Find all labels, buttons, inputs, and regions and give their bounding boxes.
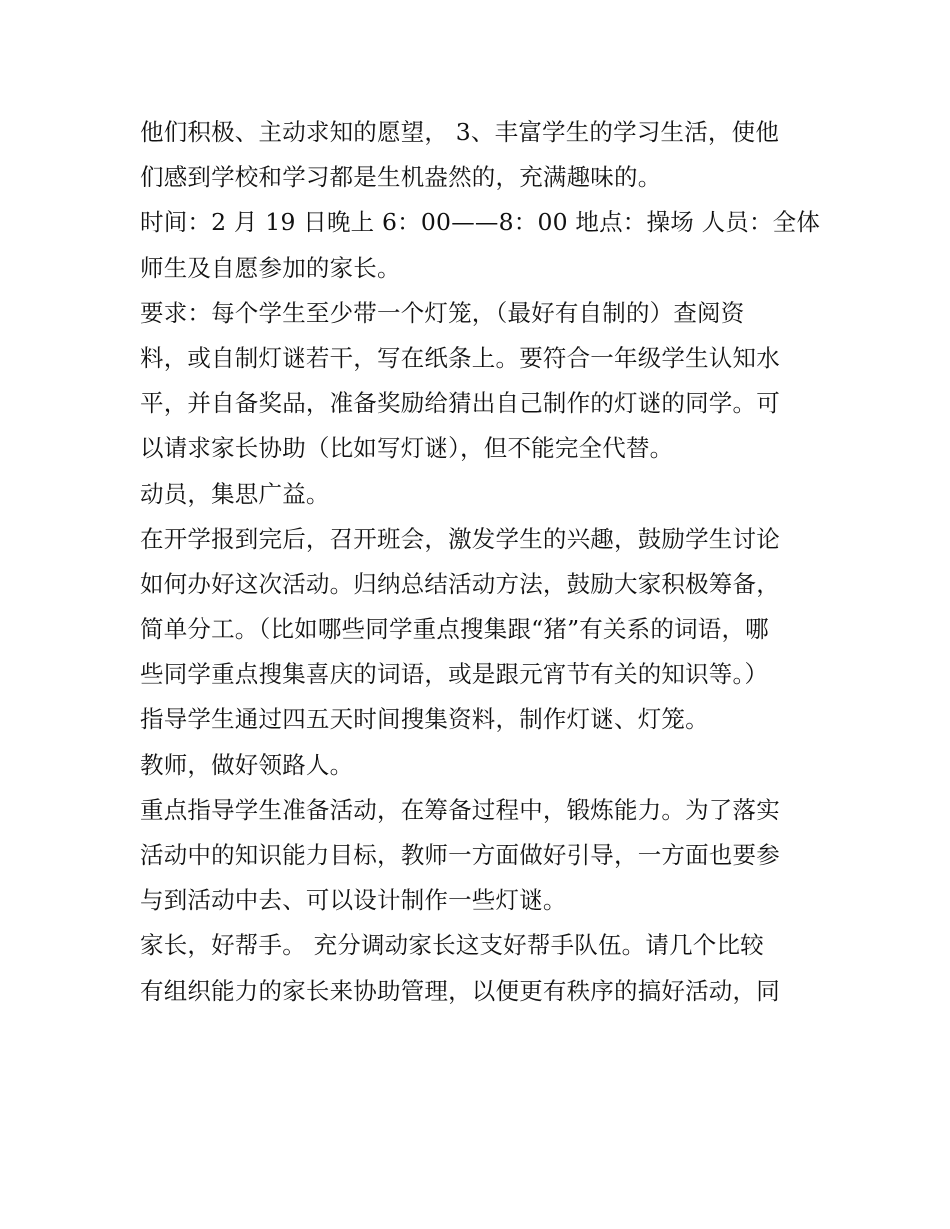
- text-line: 活动中的知识能力目标，教师一方面做好引导，一方面也要参: [140, 841, 780, 869]
- text-line: 料，或自制灯谜若干，写在纸条上。要符合一年级学生认知水: [140, 343, 780, 372]
- text-line: 家长，好帮手。 充分调动家长这支好帮手队伍。请几个比较: [140, 931, 764, 960]
- text-line: 师生及自愿参加的家长。: [140, 253, 401, 282]
- text-line: 要求：每个学生至少带一个灯笼，（最好有自制的）查阅资: [140, 298, 745, 327]
- text-line: 与到活动中去、可以设计制作一些灯谜。: [140, 886, 567, 915]
- text-line: 时间：2 月 19 日晚上 6：00——8：00 地点：操场 人员：全体: [140, 208, 821, 237]
- text-line: 在开学报到完后，召开班会，激发学生的兴趣，鼓励学生讨论: [140, 524, 780, 553]
- text-line: 有组织能力的家长来协助管理，以便更有秩序的搞好活动，同: [140, 976, 780, 1005]
- text-line: 教师，做好领路人。: [140, 750, 354, 779]
- text-line: 们感到学校和学习都是生机盎然的，充满趣味的。: [140, 163, 662, 192]
- text-line: 动员，集思广益。: [140, 479, 330, 508]
- text-line: 重点指导学生准备活动，在筹备过程中，锻炼能力。为了落实: [140, 795, 780, 824]
- text-line: 平，并自备奖品，准备奖励给猜出自己制作的灯谜的同学。可: [140, 389, 780, 418]
- text-line: 如何办好这次活动。归纳总结活动方法，鼓励大家积极筹备，: [140, 569, 780, 598]
- text-line: 简单分工。（比如哪些同学重点搜集跟“猪”有关系的词语，哪: [140, 615, 769, 644]
- text-line: 些同学重点搜集喜庆的词语，或是跟元宵节有关的知识等。）: [140, 660, 769, 689]
- document-body: [140, 110, 820, 1014]
- text-line: 指导学生通过四五天时间搜集资料，制作灯谜、灯笼。: [140, 705, 709, 734]
- text-line: 他们积极、主动求知的愿望， 3、丰富学生的学习生活，使他: [140, 118, 780, 146]
- text-line: 以请求家长协助（比如写灯谜），但不能完全代替。: [140, 434, 674, 463]
